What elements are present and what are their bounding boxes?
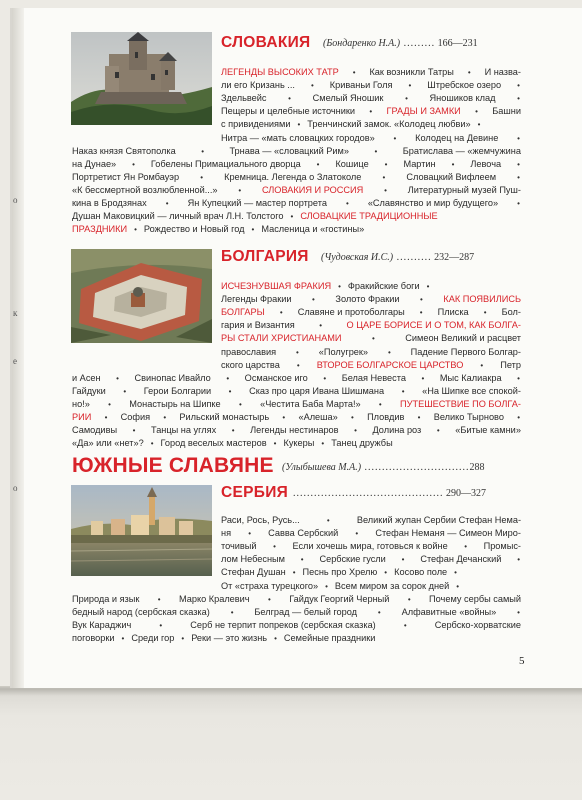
serbia-belgrade-photo <box>71 485 212 576</box>
topic-entry: Легенды нестинаров <box>250 425 339 436</box>
gutter-mark: е <box>13 356 17 366</box>
bullet-separator: • <box>292 568 296 578</box>
topic-entry: Сербско-хорватские <box>434 619 521 630</box>
bullet-separator: • <box>104 413 108 422</box>
topic-entry: Мыс Калиакра <box>439 372 502 383</box>
bullet-separator: • <box>251 225 255 235</box>
bulgaria-pages: 232—287 <box>434 252 475 263</box>
topic-entry: Пещеры и целебные источники <box>221 106 356 117</box>
serbia-contents-line <box>221 553 521 566</box>
topic-entry: Стефан Неманя — Симеон Миро- <box>375 528 521 539</box>
slovakia-contents-line <box>72 223 521 236</box>
bullet-separator: • <box>326 516 330 525</box>
bulgaria-contents-line <box>72 437 521 450</box>
topic-entry: Белград — белый город <box>254 606 358 617</box>
bullet-separator: • <box>517 373 520 383</box>
bullet-separator: • <box>116 373 119 383</box>
topic-entry: Самодивы <box>72 425 118 436</box>
topic-entry: Алфавитные «войны» <box>401 606 497 617</box>
serbia-contents-line <box>72 619 521 632</box>
topic-entry: Пловдив <box>367 412 405 422</box>
topic-entry: Косово поле <box>394 567 448 578</box>
topic-entry: Серб не терпит попреков (сербская сказка) <box>190 619 376 630</box>
bullet-separator: • <box>108 399 111 409</box>
bullet-separator: • <box>377 607 381 617</box>
topic-entry: Портретист Ян Ромбауэр <box>72 171 180 182</box>
topic-entry: Славяне и протоболгары <box>297 307 405 318</box>
topic-entry: ли его Кризань ... <box>221 80 295 91</box>
bullet-separator: • <box>296 360 300 370</box>
section-topic-heading: РЫ СТАЛИ ХРИСТИАНАМИ <box>221 333 342 344</box>
topic-entry: Свинопас Ивайло <box>134 372 211 383</box>
bullet-separator: • <box>238 399 242 409</box>
topic-entry: Монастырь на Шипке <box>129 398 221 409</box>
south-slavs-pages: 288 <box>469 462 485 473</box>
south-slavs-meta <box>282 462 485 473</box>
slovakia-contents-line <box>72 197 521 210</box>
bulgaria-contents-line <box>72 372 521 385</box>
bulgaria-contents-line <box>72 398 521 411</box>
topic-entry: Стефан Дечанский <box>420 554 502 565</box>
bullet-separator: • <box>296 347 299 357</box>
bullet-separator: • <box>403 620 407 630</box>
topic-entry: «На Шипке все спокой- <box>422 385 521 396</box>
slovakia-meta <box>323 38 478 49</box>
bullet-separator: • <box>483 308 487 318</box>
bullet-separator: • <box>464 542 468 552</box>
topic-entry: Среди гор <box>131 632 175 643</box>
topic-entry: Марко Кралевич <box>178 593 250 604</box>
bullet-separator: • <box>267 594 271 604</box>
topic-entry: и Асен <box>72 372 101 383</box>
bullet-separator: • <box>345 199 349 208</box>
bulgaria-heading: БОЛГАРИЯ <box>221 248 309 265</box>
bulgaria-monastery-photo <box>71 249 212 343</box>
section-topic-heading: ГРАДЫ И ЗАМКИ <box>386 106 461 117</box>
bullet-separator: • <box>480 360 484 370</box>
leader-dots: ......... <box>400 38 436 49</box>
topic-entry: Рождество и Новый год <box>143 224 245 235</box>
topic-entry: Танец дружбы <box>331 438 393 449</box>
topic-entry: но!» <box>72 398 90 409</box>
topic-entry: Трнава — «словацкий Рим» <box>229 145 349 156</box>
serbia-contents-line <box>221 566 521 579</box>
bullet-separator: • <box>181 633 185 643</box>
bullet-separator: • <box>310 81 314 91</box>
bullet-separator: • <box>405 94 408 104</box>
topic-entry: Кремница. Легенда о Златоколе <box>224 171 362 182</box>
topic-entry: Долина роз <box>372 425 422 436</box>
topic-entry: «Полугрек» <box>318 346 369 357</box>
bullet-separator: • <box>355 529 359 539</box>
bullet-separator: • <box>393 133 397 143</box>
bullet-separator: • <box>300 555 304 565</box>
bullet-separator: • <box>323 373 327 383</box>
topic-entry: лом Небесным <box>221 554 285 565</box>
section-topic-heading: ПРАЗДНИКИ <box>72 224 128 235</box>
bulgaria-contents-line <box>221 319 521 332</box>
bullet-separator: • <box>288 94 291 104</box>
serbia-contents-line <box>221 540 521 553</box>
topic-entry: Промыс- <box>483 541 521 552</box>
bullet-separator: • <box>456 581 460 591</box>
topic-entry: Смелый Яношик <box>312 93 384 104</box>
bullet-separator: • <box>382 172 386 182</box>
bulgaria-contents-line <box>72 385 521 398</box>
bullet-separator: • <box>319 321 323 331</box>
bullet-separator: • <box>238 185 242 195</box>
topic-entry: Герои Болгарии <box>143 385 212 396</box>
bullet-separator: • <box>279 308 283 318</box>
topic-entry: бедный народ (сербская сказка) <box>72 606 210 617</box>
section-topic-heading: РИИ <box>72 412 92 422</box>
bullet-separator: • <box>475 107 478 117</box>
slovakia-heading: СЛОВАКИЯ <box>221 34 311 51</box>
topic-entry: Фракийские боги <box>347 281 420 291</box>
topic-entry: Штребское озеро <box>427 80 502 91</box>
bullet-separator: • <box>369 107 373 117</box>
topic-entry: Османское иго <box>244 372 308 383</box>
serbia-contents-line <box>221 580 521 593</box>
leader-dots: .......... <box>393 252 432 263</box>
section-topic-heading: ВТОРОЕ БОЛГАРСКОЕ ЦАРСТВО <box>316 359 464 370</box>
topic-entry: Симеон Великий и расцвет <box>405 333 521 344</box>
bullet-separator: • <box>517 199 520 208</box>
serbia-pages: 290—327 <box>446 488 486 499</box>
bullet-separator: • <box>316 159 320 169</box>
topic-entry: Реки — это жизнь <box>191 632 268 643</box>
bullet-separator: • <box>374 146 378 156</box>
bullet-separator: • <box>231 426 235 436</box>
bulgaria-contents-line <box>221 306 521 319</box>
topic-entry: «Да» или «нет»? <box>72 438 144 449</box>
topic-entry: ня <box>221 528 232 539</box>
topic-entry: Почему сербы самый <box>429 593 521 604</box>
bulgaria-contents-line <box>221 359 521 372</box>
topic-entry: Душан Маковицкий — личный врач Л.Н. Толстого <box>72 211 284 222</box>
bullet-separator: • <box>517 172 520 182</box>
leader-dots: .............................. <box>361 462 470 473</box>
bullet-separator: • <box>121 633 125 643</box>
bullet-separator: • <box>248 529 252 539</box>
bullet-separator: • <box>477 120 481 130</box>
topic-entry: Стефан Душан <box>221 567 286 578</box>
topic-entry: Падение Первого Болгар- <box>410 346 521 357</box>
topic-entry: Плиска <box>437 307 469 318</box>
topic-entry: Нитра — «мать словацких городов» <box>221 132 375 143</box>
bullet-separator: • <box>401 386 405 396</box>
section-topic-heading: ПУТЕШЕСТВИЕ ПО БОЛГА- <box>400 398 521 409</box>
topic-entry: Вук Караджич <box>72 619 132 630</box>
topic-entry: Гобелены Примациального дворца <box>150 158 301 169</box>
topic-entry: Левоча <box>470 158 502 169</box>
bullet-separator: • <box>517 413 520 422</box>
bullet-separator: • <box>132 159 135 169</box>
bullet-separator: • <box>384 159 388 169</box>
topic-entry: Всем миром за сорок дней <box>334 580 450 591</box>
topic-entry: Гайдуки <box>72 385 106 396</box>
bullet-separator: • <box>273 542 276 552</box>
bullet-separator: • <box>371 334 375 344</box>
topic-entry: Великий жупан Сербии Стефан Нема- <box>356 515 521 525</box>
slovakia-contents-line <box>221 105 521 118</box>
bullet-separator: • <box>378 399 382 409</box>
slovakia-castle-photo <box>71 32 212 125</box>
bullet-separator: • <box>384 185 387 195</box>
topic-entry: Песнь про Хрелю <box>302 567 378 578</box>
topic-entry: Кукеры <box>283 438 315 449</box>
topic-entry: Белая Невеста <box>341 372 406 383</box>
page-number: 5 <box>519 655 525 667</box>
bullet-separator: • <box>351 413 354 422</box>
topic-entry: Башни <box>492 106 521 117</box>
bullet-separator: • <box>517 133 520 143</box>
topic-entry: «Битые камни» <box>455 425 521 436</box>
bullet-separator: • <box>408 81 412 91</box>
bullet-separator: • <box>420 295 423 305</box>
bullet-separator: • <box>321 439 325 449</box>
bullet-separator: • <box>401 555 405 565</box>
section-topic-heading: ИСЧЕЗНУВШАЯ ФРАКИЯ <box>221 281 332 291</box>
slovakia-contents-line <box>72 145 521 158</box>
gutter-mark: к <box>13 308 18 318</box>
bullet-separator: • <box>123 386 127 396</box>
bullet-separator: • <box>132 426 136 436</box>
bullet-separator: • <box>228 386 232 396</box>
slovakia-contents-line <box>221 92 521 105</box>
bullet-separator: • <box>517 159 520 169</box>
section-topic-heading: СЛОВАЦКИЕ ТРАДИЦИОННЫЕ <box>300 211 438 222</box>
topic-entry: гария и Византия <box>221 320 295 331</box>
topic-entry: поговорки <box>72 632 115 643</box>
section-topic-heading: БОЛГАРЫ <box>221 307 265 318</box>
topic-entry: Бол- <box>501 307 521 318</box>
bullet-separator: • <box>352 68 356 77</box>
serbia-contents-line <box>221 514 521 527</box>
topic-entry: Масленица и «гостины» <box>261 224 365 235</box>
section-topic-heading: ЛЕГЕНДЫ ВЫСОКИХ ТАТР <box>221 67 339 77</box>
bullet-separator: • <box>159 620 163 630</box>
topic-entry: ского царства <box>221 359 280 370</box>
topic-entry: Если хочешь мира, готовься к войне <box>292 541 448 552</box>
bulgaria-contents-line <box>221 332 521 345</box>
bullet-separator: • <box>226 373 230 383</box>
page-gutter <box>12 8 24 688</box>
bullet-separator: • <box>134 225 137 235</box>
topic-entry: «К бессмертной возлюбленной...» <box>72 184 218 195</box>
bullet-separator: • <box>163 413 167 422</box>
serbia-contents-line <box>72 593 521 606</box>
topic-entry: Гайдук Георгий Черный <box>289 593 390 604</box>
bullet-separator: • <box>467 68 471 77</box>
bullet-separator: • <box>273 439 277 449</box>
topic-entry: Семейные праздники <box>283 632 376 643</box>
serbia-contents-line <box>72 606 521 619</box>
bullet-separator: • <box>517 94 520 104</box>
topic-entry: Литературный музей Пуш- <box>407 184 521 195</box>
bullet-separator: • <box>419 308 423 318</box>
bullet-separator: • <box>274 633 277 643</box>
topic-entry: Сказ про царя Ивана Шишмана <box>249 385 385 396</box>
bullet-separator: • <box>157 594 161 604</box>
topic-entry: «Славянство и мир будущего» <box>367 198 499 208</box>
bullet-separator: • <box>454 568 457 578</box>
leader-dots: ........................................... <box>293 488 444 499</box>
topic-entry: «Честита Баба Марта!» <box>260 398 361 409</box>
topic-entry: Здельвейс <box>221 93 267 104</box>
topic-entry: Криваньи Голя <box>329 80 393 91</box>
topic-entry: Танцы на углях <box>151 425 217 436</box>
bulgaria-contents-line <box>72 411 521 424</box>
topic-entry: Братислава — «жемчужина <box>402 145 521 156</box>
slovakia-author: (Бондаренко Н.А.) <box>323 38 401 49</box>
topic-entry: Петр <box>500 359 521 370</box>
bullet-separator: • <box>290 212 294 222</box>
bulgaria-meta <box>321 252 474 263</box>
topic-entry: на Дунае» <box>72 158 117 169</box>
slovakia-pages: 166—231 <box>437 38 478 49</box>
section-topic-heading: КАК ПОЯВИЛИСЬ <box>443 294 521 305</box>
bullet-separator: • <box>426 282 430 291</box>
bullet-separator: • <box>282 413 286 422</box>
topic-entry: православия <box>221 346 277 357</box>
slovakia-contents-line <box>221 118 521 131</box>
serbia-heading: СЕРБИЯ <box>221 484 289 501</box>
slovakia-contents-line <box>221 79 521 92</box>
bullet-separator: • <box>421 373 425 383</box>
slovakia-contents-line <box>72 171 521 184</box>
bulgaria-contents-line <box>221 293 521 306</box>
topic-entry: точивый <box>221 541 257 552</box>
topic-entry: София <box>120 412 151 422</box>
bullet-separator: • <box>387 347 391 357</box>
topic-entry: И назва- <box>484 67 521 77</box>
serbia-contents-line <box>221 527 521 540</box>
section-topic-heading: СЛОВАКИЯ И РОССИЯ <box>261 184 364 195</box>
topic-entry: Ян Купецкий — мастер портрета <box>187 198 327 208</box>
topic-entry: с привидениями <box>221 119 291 130</box>
topic-entry: Словацкий Вифлеем <box>406 171 497 182</box>
bullet-separator: • <box>517 607 520 617</box>
bullet-separator: • <box>325 581 328 591</box>
bullet-separator: • <box>165 199 169 208</box>
bulgaria-contents-line <box>72 424 521 437</box>
topic-entry: Сербские гусли <box>319 554 386 565</box>
topic-entry: Велико Тырново <box>433 412 504 422</box>
bullet-separator: • <box>436 426 440 436</box>
bullet-separator: • <box>417 413 421 422</box>
scanner-background <box>0 686 582 800</box>
serbia-meta <box>293 488 486 499</box>
topic-entry: От «страха турецкого» <box>221 580 319 591</box>
slovakia-contents-line <box>72 210 521 223</box>
topic-entry: Колодец на Девине <box>415 132 499 143</box>
gutter-mark: о <box>13 195 18 205</box>
bullet-separator: • <box>407 594 411 604</box>
south-slavs-author: (Улыбышева М.А.) <box>282 462 362 473</box>
bullet-separator: • <box>451 159 455 169</box>
topic-entry: Тренчинский замок. «Колодец любви» <box>307 119 471 130</box>
topic-entry: Как возникли Татры <box>369 67 454 77</box>
bullet-separator: • <box>150 439 154 449</box>
topic-entry: Рильский монастырь <box>179 412 270 422</box>
topic-entry: кина в Бродзянах <box>72 198 147 208</box>
topic-entry: Савва Сербский <box>268 528 339 539</box>
bulgaria-contents-line <box>221 346 521 359</box>
topic-entry: Яношиков клад <box>429 93 496 104</box>
bullet-separator: • <box>354 426 357 436</box>
bullet-separator: • <box>517 555 520 565</box>
bullet-separator: • <box>338 282 341 291</box>
south-slavs-heading: ЮЖНЫЕ СЛАВЯНЕ <box>72 454 274 477</box>
topic-entry: Мартин <box>403 158 436 169</box>
topic-entry: Кошице <box>335 158 369 169</box>
bullet-separator: • <box>200 172 203 182</box>
bullet-separator: • <box>384 568 388 578</box>
topic-entry: Раси, Рось, Русь... <box>221 515 300 525</box>
bulgaria-author: (Чудовская И.С.) <box>321 252 394 263</box>
topic-entry: Наказ князя Святополка <box>72 145 176 156</box>
section-topic-heading: О ЦАРЕ БОРИСЕ И О ТОМ, КАК БОЛГА- <box>346 320 521 331</box>
slovakia-contents-line <box>72 184 521 197</box>
topic-entry: Природа и язык <box>72 593 140 604</box>
bullet-separator: • <box>201 146 204 156</box>
topic-entry: «Алеша» <box>298 412 338 422</box>
gutter-mark: о <box>13 483 18 493</box>
slovakia-contents-line <box>221 132 521 145</box>
topic-entry: Город веселых мастеров <box>160 438 267 449</box>
slovakia-contents-line <box>221 66 521 79</box>
slovakia-contents-line <box>72 158 521 171</box>
topic-entry: Легенды Фракии <box>221 294 292 305</box>
topic-entry: Золото Фракии <box>335 294 400 305</box>
bulgaria-contents-line <box>221 280 521 293</box>
bullet-separator: • <box>312 295 315 305</box>
bullet-separator: • <box>517 81 520 91</box>
serbia-contents-line <box>72 632 521 645</box>
bullet-separator: • <box>297 120 301 130</box>
bullet-separator: • <box>230 607 234 617</box>
